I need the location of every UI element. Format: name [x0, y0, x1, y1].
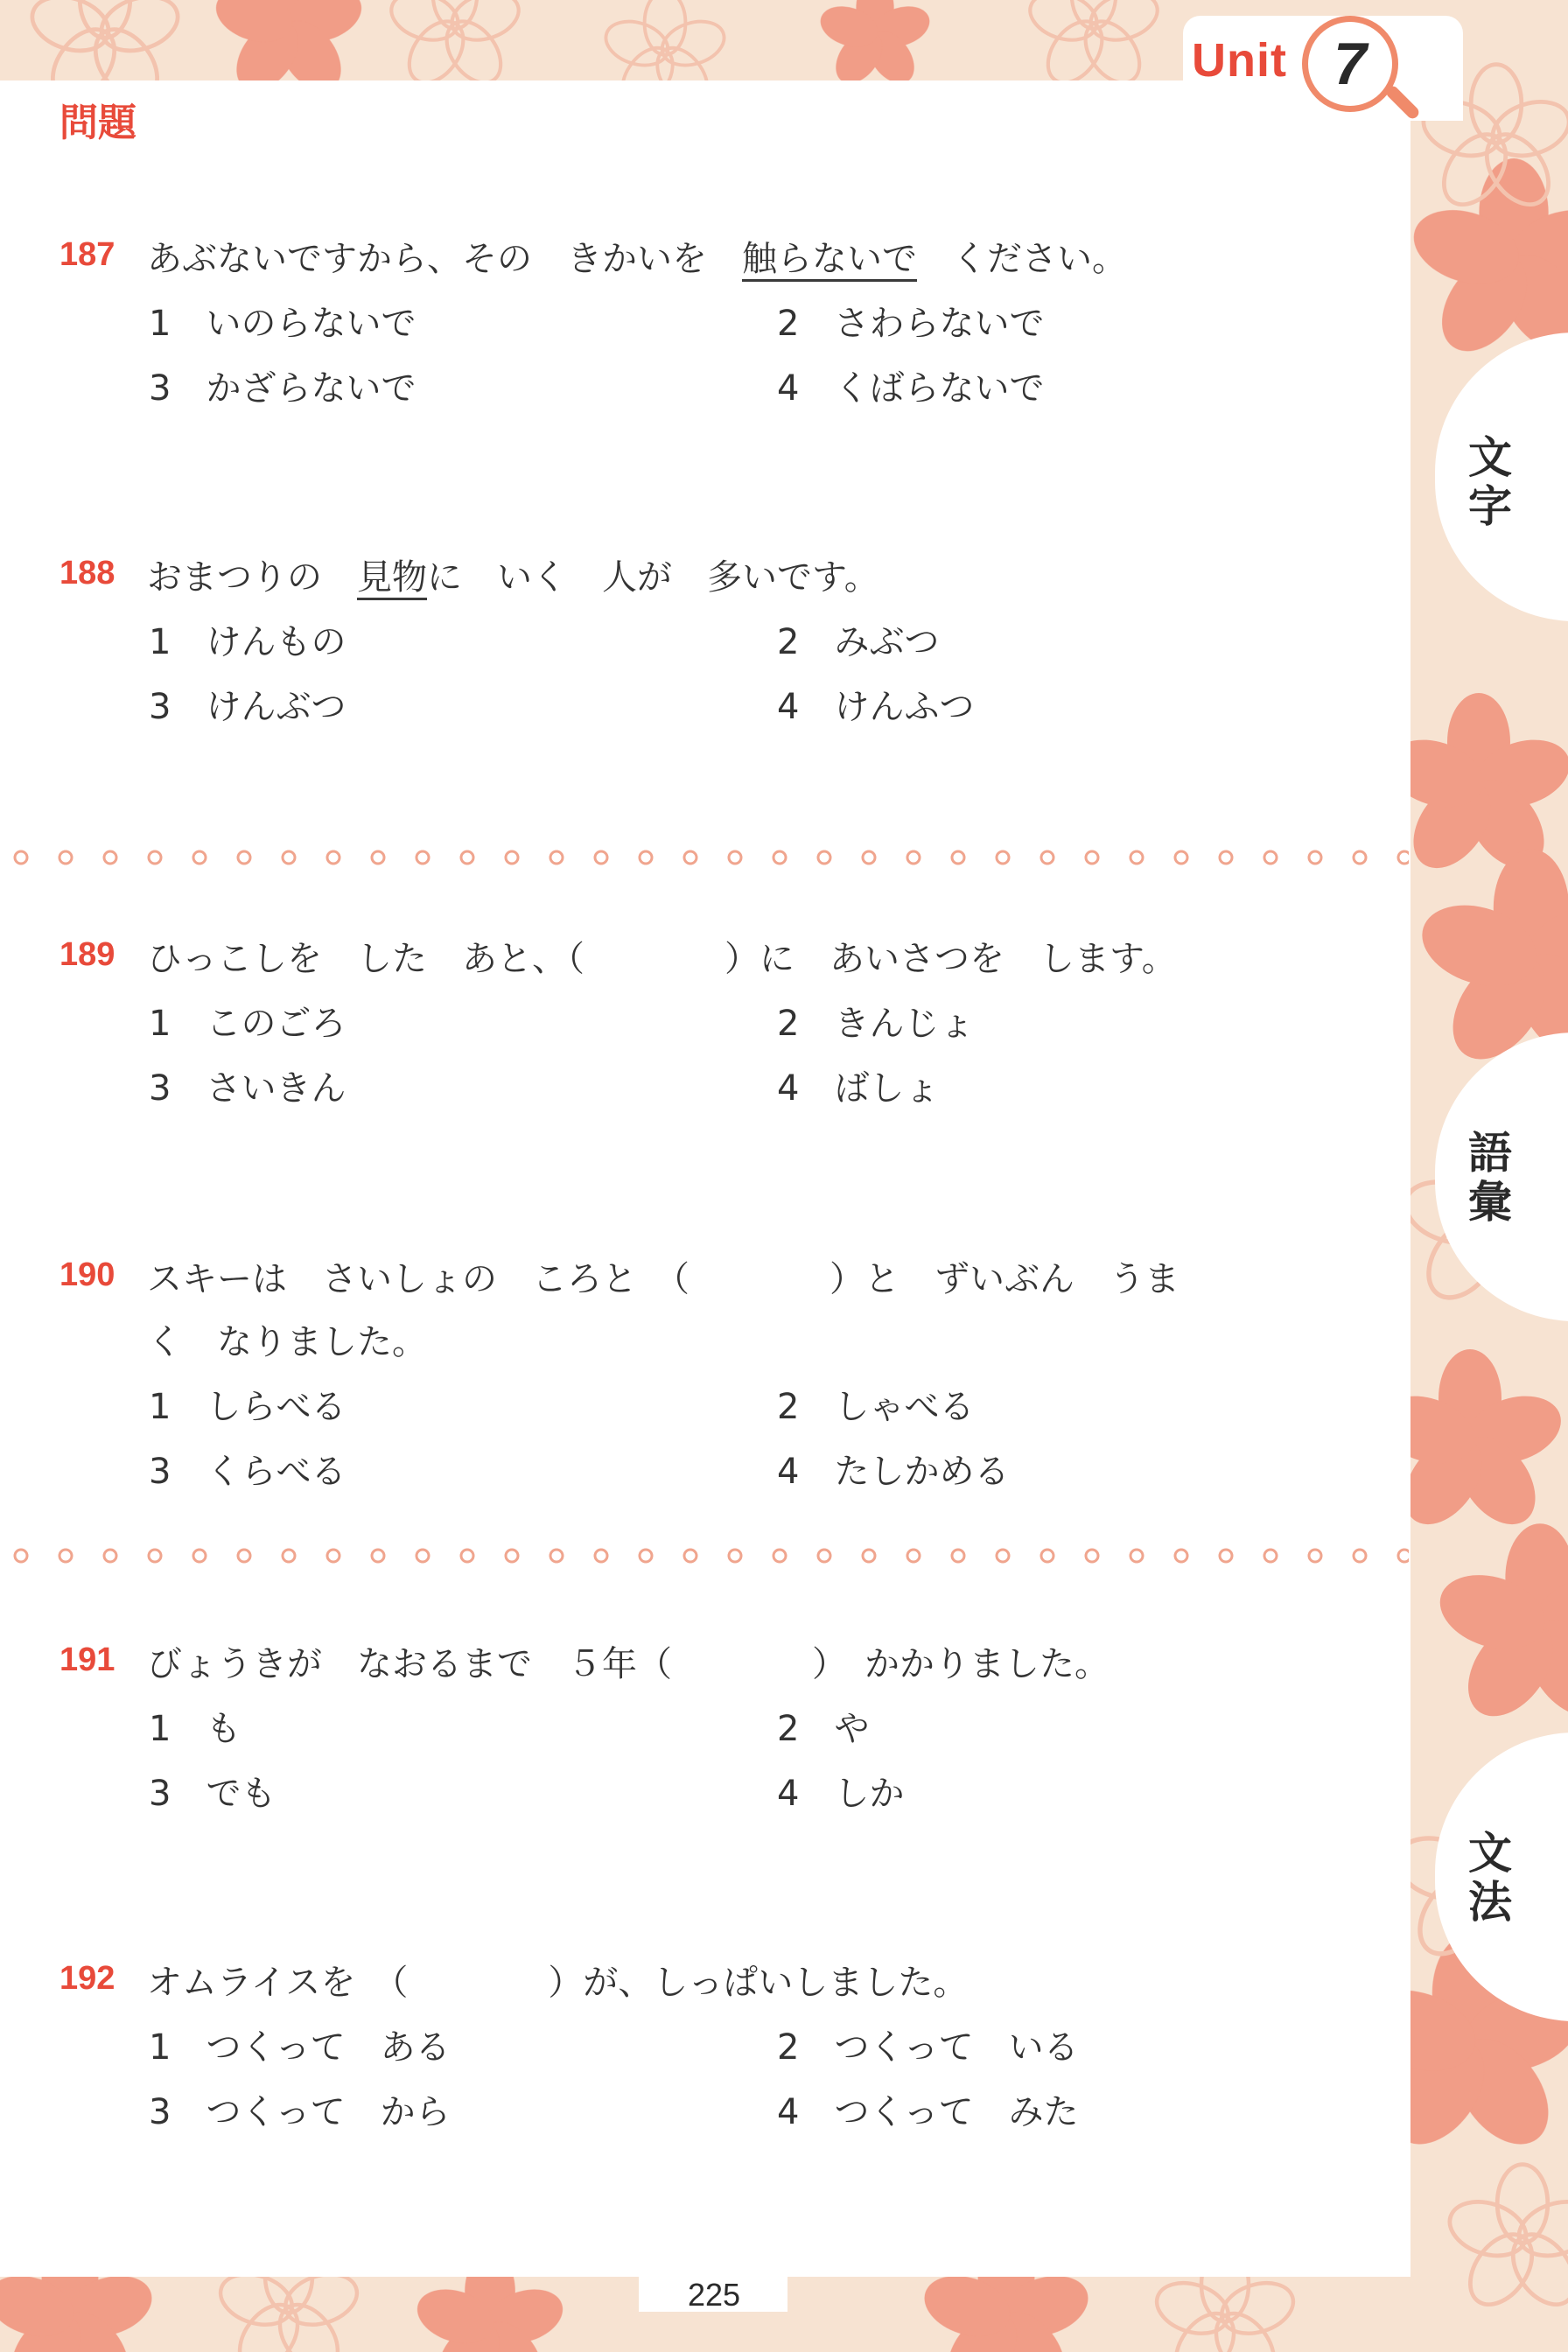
divider-dot — [283, 851, 295, 864]
divider-dot — [774, 1550, 786, 1562]
question-text-before: あぶないですから、その きかいを — [147, 239, 742, 279]
option-2[interactable]: 2 や — [777, 1709, 870, 1749]
divider-dot — [1309, 1550, 1321, 1562]
option-2[interactable]: 2 つくって いる — [777, 2027, 1079, 2068]
option-1[interactable]: 1 も — [149, 1709, 242, 1749]
question-number: 192 — [60, 1960, 116, 1997]
option-4[interactable]: 4 つくって みた — [777, 2092, 1079, 2132]
divider-dot — [1264, 851, 1277, 864]
divider-dot — [1264, 1550, 1277, 1562]
divider-dot — [1354, 851, 1366, 864]
option-2[interactable]: 2 みぶつ — [777, 622, 940, 662]
underlined-word: 見物 — [357, 557, 427, 600]
question-number: 190 — [60, 1256, 116, 1293]
question-text: ひっこしを した あと、（ ）に あいさつを します。 — [147, 939, 1177, 979]
question-text — [147, 550, 879, 599]
question-text-after: に いく 人が 多いです。 — [427, 557, 879, 598]
divider-dot — [1220, 1550, 1232, 1562]
option-2[interactable]: 2 きんじょ — [777, 1004, 975, 1044]
divider-dot — [461, 851, 473, 864]
option-2[interactable]: 2 しゃべる — [777, 1387, 975, 1427]
divider-dot — [149, 1550, 161, 1562]
divider-dot — [104, 1550, 116, 1562]
option-4[interactable]: 4 しか — [777, 1774, 905, 1814]
divider-dot — [1220, 851, 1232, 864]
question-number: 188 — [60, 555, 116, 592]
divider-dot — [774, 851, 786, 864]
option-4[interactable]: 4 たしかめる — [777, 1452, 1010, 1492]
option-3[interactable]: 3 かざらないで — [149, 368, 416, 409]
divider-dot — [907, 1550, 920, 1562]
option-4[interactable]: 4 けんふつ — [777, 687, 975, 727]
question-text-before: おまつりの — [147, 557, 357, 598]
divider-dot — [997, 1550, 1009, 1562]
divider-dot — [550, 851, 563, 864]
divider-dot — [416, 1550, 429, 1562]
divider-dot — [506, 851, 518, 864]
divider-dot — [461, 1550, 473, 1562]
divider-dot — [729, 851, 741, 864]
unit-number: 7 — [1334, 31, 1367, 97]
dotted-divider — [9, 1545, 1409, 1566]
unit-label: Unit — [1192, 34, 1287, 87]
side-tab-bunpou-label: 文法 — [1468, 1828, 1512, 1928]
divider-dot — [1309, 851, 1321, 864]
divider-dot — [15, 851, 27, 864]
divider-dot — [193, 851, 206, 864]
question-text — [147, 231, 1127, 281]
question-text-line2: く なりました。 — [147, 1322, 427, 1362]
question-text: スキーは さいしょの ころと （ ）と ずいぶん うま — [147, 1259, 1180, 1299]
underlined-word: 触らないで — [742, 239, 917, 282]
divider-dot — [238, 851, 250, 864]
question-number: 189 — [60, 936, 116, 973]
section-title: 問題 — [60, 101, 136, 145]
divider-dot — [193, 1550, 206, 1562]
option-3[interactable]: 3 つくって から — [149, 2092, 451, 2132]
divider-dot — [372, 1550, 384, 1562]
divider-dot — [60, 851, 72, 864]
option-1[interactable]: 1 いのらないで — [149, 304, 416, 344]
divider-dot — [997, 851, 1009, 864]
divider-dot — [595, 1550, 607, 1562]
divider-dot — [684, 1550, 696, 1562]
divider-dot — [104, 851, 116, 864]
divider-dot — [863, 1550, 875, 1562]
divider-dot — [952, 851, 964, 864]
divider-dot — [416, 851, 429, 864]
question-number: 191 — [60, 1642, 116, 1678]
option-3[interactable]: 3 さいきん — [149, 1068, 346, 1109]
divider-dot — [952, 1550, 964, 1562]
option-4[interactable]: 4 ばしょ — [777, 1068, 940, 1109]
option-4[interactable]: 4 くばらないで — [777, 368, 1045, 409]
divider-dot — [1175, 851, 1187, 864]
divider-dot — [818, 851, 830, 864]
divider-dot — [907, 851, 920, 864]
divider-dot — [640, 851, 652, 864]
divider-dot — [1086, 1550, 1098, 1562]
divider-dot — [1130, 1550, 1143, 1562]
divider-dot — [327, 1550, 340, 1562]
option-3[interactable]: 3 くらべる — [149, 1452, 346, 1492]
divider-dot — [506, 1550, 518, 1562]
divider-dot — [1086, 851, 1098, 864]
option-2[interactable]: 2 さわらないで — [777, 304, 1045, 344]
option-3[interactable]: 3 けんぶつ — [149, 687, 346, 727]
divider-dot — [729, 1550, 741, 1562]
question-text: オムライスを （ ）が、しっぱいしました。 — [147, 1963, 969, 2003]
side-tab-goi-label: 語彙 — [1468, 1128, 1512, 1228]
divider-dot — [283, 1550, 295, 1562]
divider-dot — [1041, 1550, 1054, 1562]
divider-dot — [818, 1550, 830, 1562]
divider-dot — [15, 1550, 27, 1562]
divider-dot — [1130, 851, 1143, 864]
option-1[interactable]: 1 つくって ある — [149, 2027, 451, 2068]
divider-dot — [1354, 1550, 1366, 1562]
divider-dot — [1398, 1550, 1409, 1562]
divider-dot — [149, 851, 161, 864]
option-3[interactable]: 3 でも — [149, 1774, 276, 1814]
question-text-after: ください。 — [917, 239, 1127, 279]
divider-dot — [1175, 1550, 1187, 1562]
option-1[interactable]: 1 このごろ — [149, 1004, 346, 1044]
divider-dot — [684, 851, 696, 864]
divider-dot — [550, 1550, 563, 1562]
divider-dot — [595, 851, 607, 864]
side-tab-moji-label: 文字 — [1468, 432, 1512, 532]
divider-dot — [238, 1550, 250, 1562]
divider-dot — [372, 851, 384, 864]
divider-dot — [60, 1550, 72, 1562]
divider-dot — [327, 851, 340, 864]
divider-dot — [1398, 851, 1409, 864]
divider-dot — [640, 1550, 652, 1562]
dotted-divider — [9, 847, 1409, 868]
question-text: びょうきが なおるまで ５年（ ） かかりました。 — [147, 1644, 1110, 1684]
option-1[interactable]: 1 けんもの — [149, 622, 346, 662]
divider-dot — [863, 851, 875, 864]
option-1[interactable]: 1 しらべる — [149, 1387, 346, 1427]
question-number: 187 — [60, 236, 116, 273]
page-number: 225 — [687, 2277, 741, 2313]
divider-dot — [1041, 851, 1054, 864]
